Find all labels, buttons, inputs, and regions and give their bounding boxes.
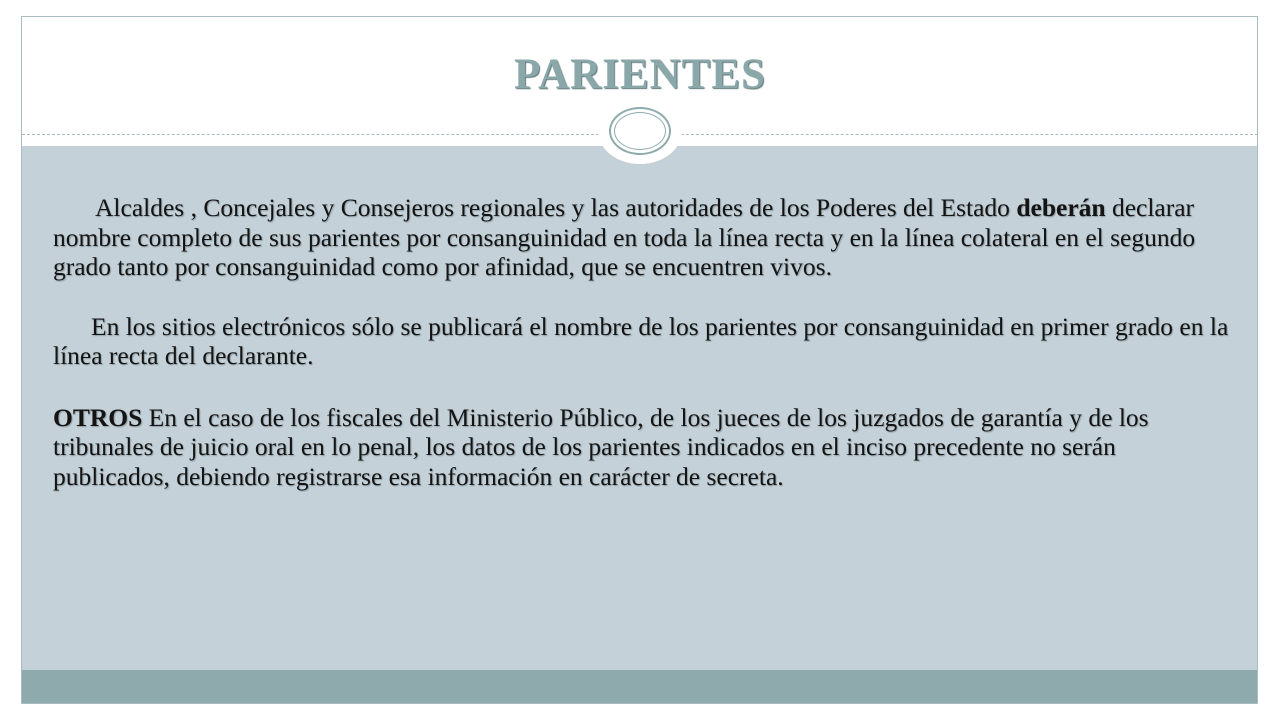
paragraph-websites: En los sitios electrónicos sólo se publicará el nombre de los parientes por consanguinidad en primer grado en la línea recta del declarante. (53, 311, 1229, 370)
slide-body (53, 193, 1233, 491)
paragraph-otros-text: En el caso de los fiscales del Ministerio Público, de los jueces de los juzgados de garantía y de los tribunales de juicio oral en lo penal, los datos de los parientes indicados en el inciso precedente no serán publicados, debiendo registrarse esa información en carácter de secreta. (53, 402, 1149, 491)
decorative-medallion-icon (598, 98, 682, 164)
paragraph-otros-label: OTROS (53, 402, 143, 432)
medallion-ring (609, 107, 671, 155)
slide-title: PARIENTES (514, 51, 766, 98)
paragraph-authorities-bold: deberán (1016, 193, 1106, 222)
paragraph-otros (53, 403, 1233, 492)
paragraph-authorities-rest: declarar nombre completo de sus parientes por consanguinidad en toda la línea recta y en la línea colateral en el segundo grado tanto por consanguinidad como por afinidad, que se encuentren vivos. (53, 193, 1196, 281)
paragraph-authorities (53, 193, 1233, 282)
footer-bar (22, 670, 1257, 703)
paragraph-authorities-intro: Alcaldes , Concejales y Consejeros regionales y las autoridades de los Poderes del Estado (95, 193, 1017, 222)
